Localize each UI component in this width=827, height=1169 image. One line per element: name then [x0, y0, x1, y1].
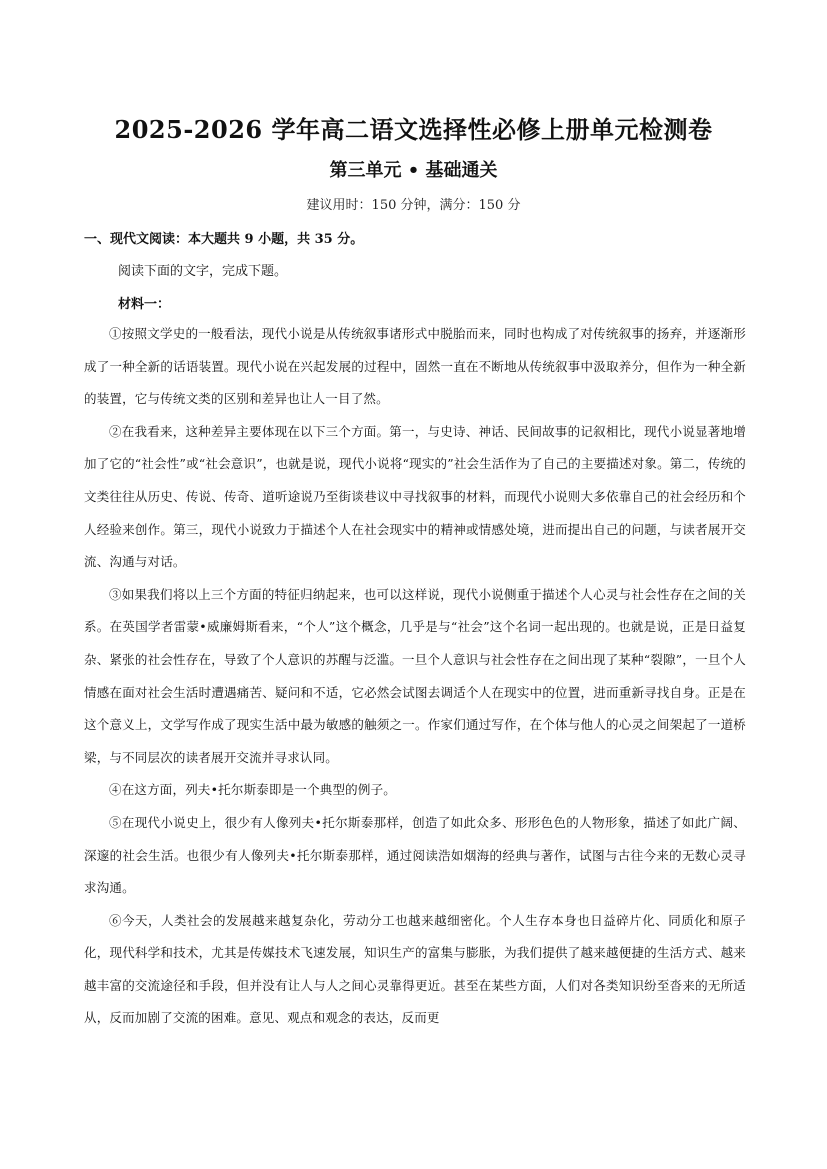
paragraph-5: ⑤在现代小说史上，很少有人像列夫•托尔斯泰那样，创造了如此众多、形形色色的人物形象，描述了如此广阔、深邃的社会生活。也很少有人像列夫•托尔斯泰那样，通过阅读浩如烟海的经典与著作，试图与古往今来的无数心灵寻求沟通。: [84, 814, 746, 896]
paragraph-1: ①按照文学史的一般看法，现代小说是从传统叙事诸形式中脱胎而来，同时也构成了对传统叙事的扬弃，并逐渐形成了一种全新的话语装置。现代小说在兴起发展的过程中，固然一直在不断地从传统叙事中汲取养分，但作为一种全新的装置，它与传统文类的区别和差异也让人一目了然。: [84, 326, 746, 407]
passage-body: [84, 318, 746, 1035]
material-label: 材料一：: [118, 297, 171, 312]
paragraph-4: ④在这方面，列夫•托尔斯泰即是一个典型的例子。: [109, 782, 396, 798]
unit-subtitle: 第三单元 • 基础通关: [329, 160, 498, 181]
section-heading: 一、现代文阅读：本大题共 9 小题，共 35 分。: [84, 232, 364, 247]
exam-title: 2025-2026 学年高二语文选择性必修上册单元检测卷: [114, 115, 713, 144]
paragraph-2: ②在我看来，这种差异主要体现在以下三个方面。第一，与史诗、神话、民间故事的记叙相比，现代小说显著地增加了它的“社会性”或“社会意识”，也就是说，现代小说将“现实的”社会生活作为了自己的主要描述对象。第二，传统的文类往往从历史、传说、传奇、道听途说乃至街谈巷议中寻找叙事的材料，而现代小说则大多依靠自己的社会经历和个人经验来创作。第三，现代小说致力于描述个人在社会现实中的精神或情感处境，进而提出自己的问题，与读者展开交流、沟通与对话。: [84, 423, 746, 570]
paragraph-3: ③如果我们将以上三个方面的特征归纳起来，也可以这样说，现代小说侧重于描述个人心灵与社会性存在之间的关系。在英国学者雷蒙•威廉姆斯看来，“个人”这个概念，几乎是与“社会”这个名词一起出现的。也就是说，正是日益复杂、紧张的社会性存在，导致了个人意识的苏醒与泛滥。一旦个人意识与社会性存在之间出现了某种“裂隙”，一旦个人情感在面对社会生活时遭遇痛苦、疑问和不适，它必然会试图去调适个人在现实中的位置，进而重新寻找自身。正是在这个意义上，文学写作成了现实生活中最为敏感的触须之一。作家们通过写作，在个体与他人的心灵之间架起了一道桥梁，与不同层次的读者展开交流并寻求认同。: [84, 586, 746, 765]
paragraph-6: ⑥今天，人类社会的发展越来越复杂化，劳动分工也越来越细密化。个人生存本身也日益碎片化、同质化和原子化，现代科学和技术，尤其是传媒技术飞速发展，知识生产的富集与膨胀，为我们提供了越来越便捷的生活方式、越来越丰富的交流途径和手段，但并没有让人与人之间心灵靠得更近。甚至在某些方面，人们对各类知识纷至沓来的无所适从，反而加剧了交流的困难。意见、观点和观念的表达，反而更: [84, 912, 746, 1026]
reading-instruction: 阅读下面的文字，完成下题。: [118, 264, 288, 279]
exam-info: 建议用时：150 分钟，满分：150 分: [306, 198, 521, 213]
